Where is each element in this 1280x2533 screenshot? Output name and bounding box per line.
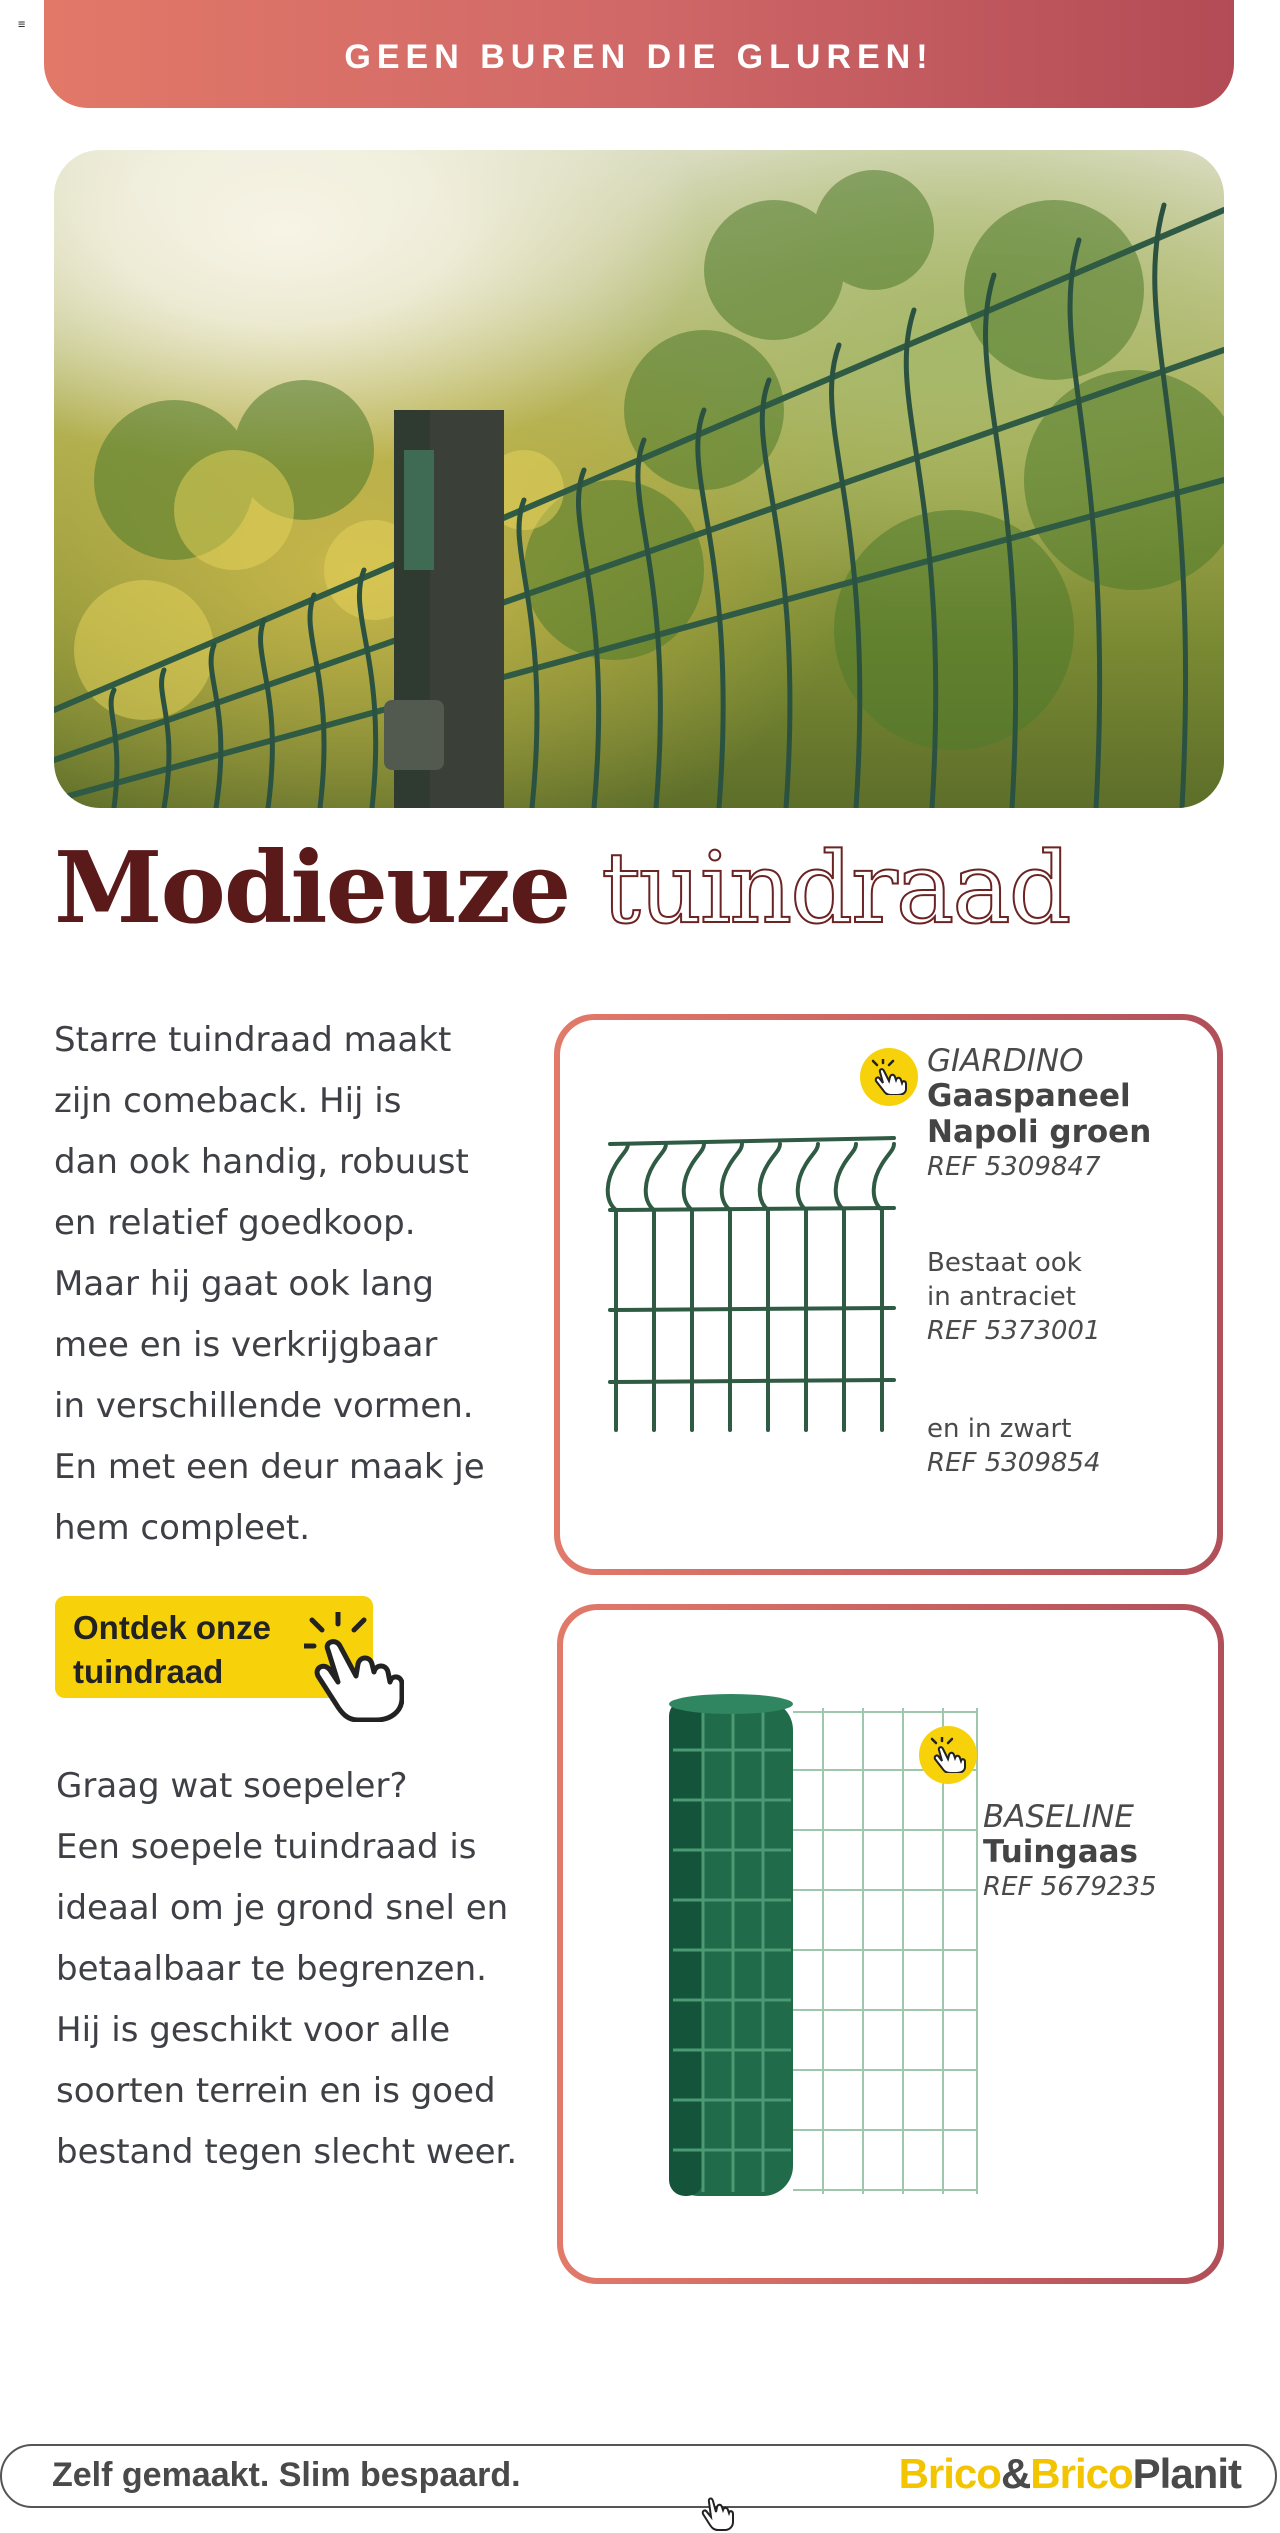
pointing-hand-icon[interactable] (304, 1612, 404, 1722)
second-line: soorten terrein en is goed (56, 2071, 496, 2111)
product1-name-1: Gaaspaneel (927, 1078, 1131, 1114)
intro-line: mee en is verkrijgbaar (54, 1325, 438, 1365)
intro-line: en relatief goedkoop. (54, 1203, 416, 1243)
product-card-baseline[interactable] (557, 1604, 1224, 2284)
intro-line: zijn comeback. Hij is (54, 1081, 402, 1121)
header-banner (44, 0, 1234, 108)
page-title (54, 831, 1070, 946)
cursor-hand-icon (700, 2494, 736, 2532)
logo-brico-2: Brico (1030, 2450, 1133, 2497)
product1-alt1-ref: REF 5373001 (927, 1316, 1101, 1346)
product1-ref: REF 5309847 (927, 1152, 1101, 1182)
second-paragraph (56, 1756, 517, 2183)
tap-hand-icon[interactable] (860, 1048, 918, 1106)
second-line: Graag wat soepeler? (56, 1766, 408, 1806)
product-card-giardino[interactable] (554, 1014, 1223, 1575)
product1-info (927, 1044, 1151, 1480)
intro-line: dan ook handig, robuust (54, 1142, 469, 1182)
intro-line: in verschillende vormen. (54, 1386, 474, 1426)
fence-panel-image (602, 1120, 902, 1440)
product1-brand: GIARDINO (927, 1043, 1084, 1079)
product2-name: Tuingaas (983, 1834, 1138, 1870)
product2-brand: BASELINE (983, 1799, 1134, 1835)
fence-illustration (54, 150, 1224, 808)
banner-text: GEEN BUREN DIE GLUREN! (344, 37, 934, 76)
intro-line: Maar hij gaat ook lang (54, 1264, 434, 1304)
cta-label (73, 1606, 333, 1694)
logo-planit: Planit (1132, 2450, 1241, 2497)
brico-planit-logo[interactable] (899, 2450, 1241, 2498)
second-line: betaalbaar te begrenzen. (56, 1949, 487, 1989)
product1-name-2: Napoli groen (927, 1114, 1152, 1150)
product1-alt1-line1: Bestaat ook (927, 1248, 1082, 1278)
cta-line-2: tuindraad (73, 1653, 224, 1690)
product1-alt2-ref: REF 5309854 (927, 1448, 1101, 1478)
second-line: ideaal om je grond snel en (56, 1888, 509, 1928)
title-part-outline: tuindraad (601, 832, 1070, 946)
footer-bar (0, 2444, 1277, 2508)
intro-paragraph (54, 1010, 485, 1559)
intro-line: Starre tuindraad maakt (54, 1020, 452, 1060)
title-part-bold: Modieuze (54, 831, 570, 946)
intro-line: En met een deur maak je (54, 1447, 485, 1487)
product2-info (983, 1800, 1157, 1904)
product2-ref: REF 5679235 (983, 1872, 1157, 1902)
hero-image (54, 150, 1224, 808)
second-line: Hij is geschikt voor alle (56, 2010, 451, 2050)
menu-icon[interactable]: ≡ (18, 17, 26, 31)
footer-slogan: Zelf gemaakt. Slim bespaard. (52, 2456, 521, 2494)
second-line: Een soepele tuindraad is (56, 1827, 477, 1867)
intro-line: hem compleet. (54, 1508, 311, 1548)
logo-amp: & (1000, 2450, 1031, 2497)
product1-alt2-line1: en in zwart (927, 1414, 1072, 1444)
logo-brico-1: Brico (898, 2450, 1001, 2497)
tap-hand-icon[interactable] (919, 1726, 977, 1784)
cta-line-1: Ontdek onze (73, 1609, 272, 1646)
product1-alt1-line2: in antraciet (927, 1282, 1076, 1312)
second-line: bestand tegen slecht weer. (56, 2132, 518, 2172)
